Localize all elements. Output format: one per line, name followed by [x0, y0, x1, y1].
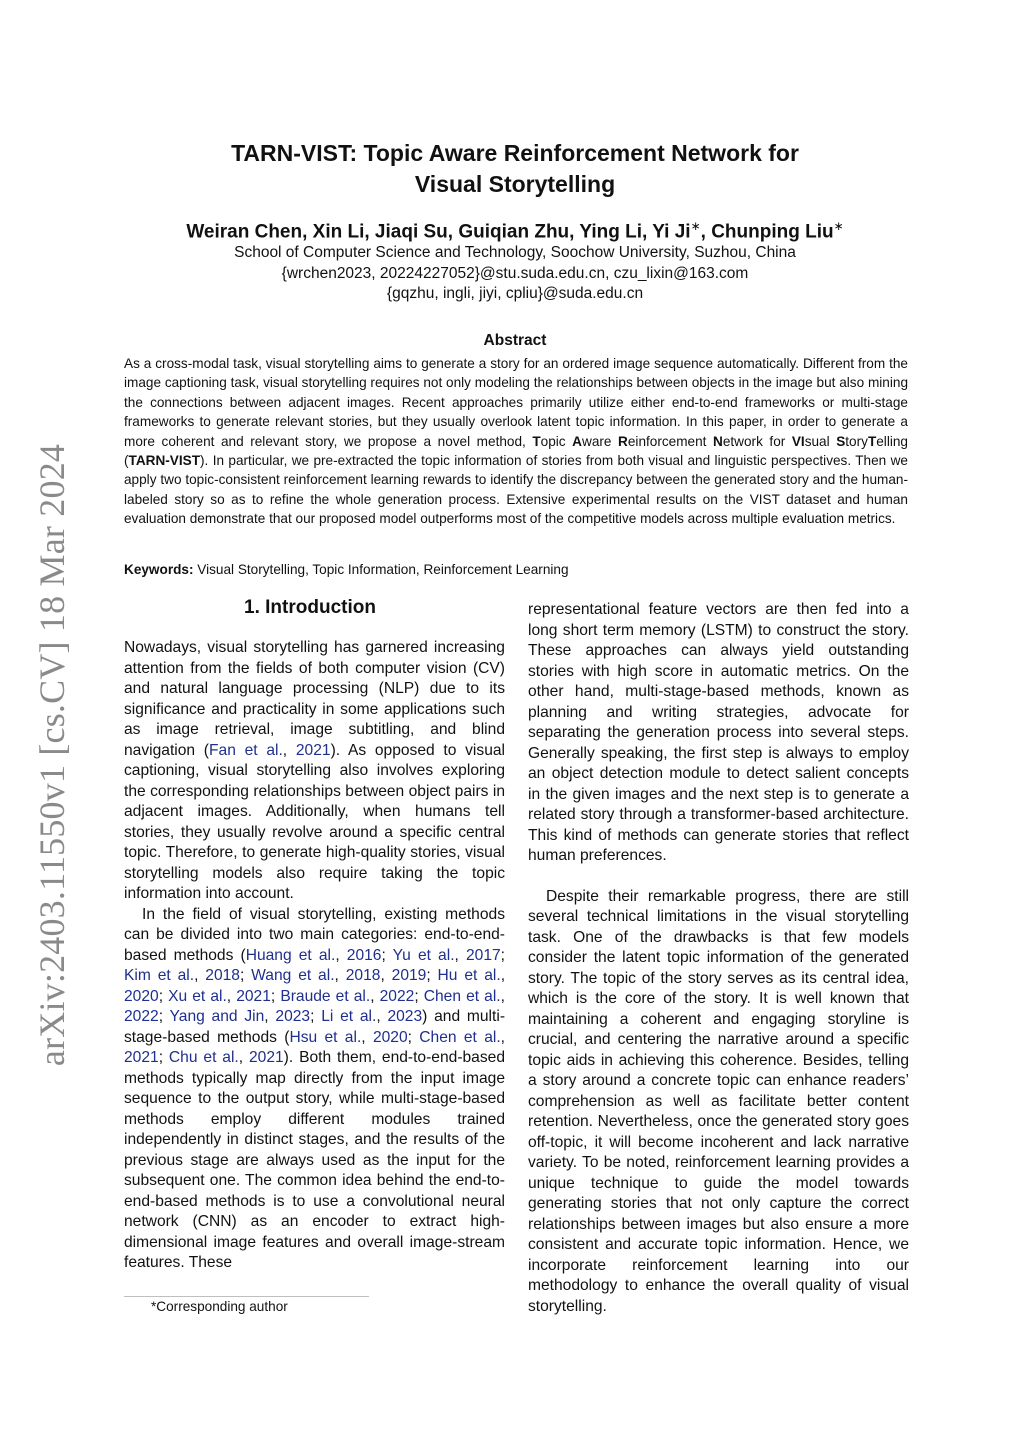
acronym-rest: einforcement — [627, 433, 713, 449]
citation-separator: , — [376, 1008, 388, 1025]
citation-separator: , — [264, 1008, 276, 1025]
intro-paragraph-2 — [124, 905, 505, 1274]
citation-link[interactable]: 2018 — [345, 967, 381, 984]
acronym-rest: etwork for — [722, 433, 792, 449]
keywords — [124, 562, 908, 577]
citation-separator: , — [500, 987, 505, 1005]
citation-separator: ; — [426, 967, 438, 984]
citation-separator: ; — [158, 987, 169, 1005]
paragraph-gap — [528, 867, 909, 887]
citation-link[interactable]: 2017 — [465, 946, 501, 964]
citation-link[interactable]: Li et al. — [321, 1008, 377, 1025]
affiliation — [100, 243, 930, 305]
citation-link[interactable]: Kim et al. — [124, 967, 195, 984]
citation-link[interactable]: 2023 — [387, 1008, 423, 1025]
citation-link[interactable]: Hu et al. — [437, 967, 501, 984]
paragraph-text: ). Both them, end-to-end-based methods typically map directly from the input image sequence to the output story, while multi-stage-based methods employ different modules trained independently in distinct stages, and the results of the previous stage are always used as the input for the subsequent one. The common idea behind the end-to-end-based methods is to use a convolutional neural network (CNN) as an encoder to extract high-dimensional image features and overall image-stream features. These — [124, 1049, 505, 1271]
intro-paragraph-1 — [124, 638, 505, 905]
right-column — [528, 600, 909, 1317]
citation-link[interactable]: Chen et al. — [423, 987, 501, 1005]
keywords-label: Keywords: — [124, 562, 194, 577]
intro-paragraph-3: representational feature vectors are then fed into a long short term memory (LSTM) to construct the story. These approaches can always yield outstanding stories with high score in automatic metrics. On the other hand, multi-stage-based methods, known as planning and writing strategies, advocate for separating the generation process into several steps. Generally speaking, the first step is always to employ an object detection module to detect salient concepts in the given images and the next step is to generate a related story through a transformer-based architecture. This kind of methods can generate stories that reflect human preferences. — [528, 601, 909, 864]
citation-separator: , — [194, 967, 206, 984]
citation-link[interactable]: Hsu et al. — [289, 1028, 362, 1046]
citation-link[interactable]: 2021 — [248, 1049, 284, 1066]
citation-separator: ; — [158, 1008, 170, 1025]
citation-link[interactable]: 2018 — [205, 967, 240, 984]
title-line-1: TARN-VIST: Topic Aware Reinforcement Network for — [231, 140, 799, 166]
intro-paragraph-4: Despite their remarkable progress, there are still several technical limitations in the visual storytelling task. One of the drawbacks is that few models consider the latent topic information of the generated story. The topic of the story serves as its central idea, which is the core of the story. It is well known that maintaining a coherent and engaging storyline is crucial, and centering the narrative around a specific topic aids in achieving this coherence. Besides, telling a story around a concrete topic can enhance readers’ comprehension as well as facilitate better content retention. Nevertheless, once the generated story goes off-topic, it will become incoherent and lack narrative variety. To be noted, reinforcement learning provides a unique technique to guide the model towards generating stories that not only capture the correct relationships between images but also ensure a more consistent and accurate topic information. Hence, we incorporate reinforcement learning into our methodology to enhance the overall quality of visual storytelling. — [528, 887, 909, 1315]
corresponding-mark: ∗ — [690, 219, 701, 233]
citation-link[interactable]: 2016 — [346, 946, 382, 964]
footnote-rule — [124, 1296, 369, 1297]
citation-separator: ; — [414, 987, 424, 1005]
citation-link[interactable]: 2022 — [379, 987, 415, 1005]
paragraph-text: Nowadays, visual storytelling has garnered increasing attention from the fields of both computer vision (CV) and natural language processing (NLP) due to its significance and practicality in some applications such as image retrieval, image subtitling, and blind navigation ( — [124, 639, 505, 759]
author-list — [100, 219, 930, 243]
abstract-heading: Abstract — [483, 332, 547, 349]
acronym-rest: sual — [804, 433, 837, 449]
citation-link[interactable]: 2021 — [295, 741, 331, 759]
citation-link[interactable]: Chen et al. — [419, 1028, 501, 1046]
acronym-rest: ware — [582, 433, 619, 449]
abstract-text-1: As a cross-modal task, visual storytelling aims to generate a story for an ordered image sequence automatically. Different from the image captioning task, visual storytelling requires not only modeling the relationships between objects in the image but also mining the connections between adjacent images. Recent approaches primarily utilize either end-to-end frameworks or multi-stage frameworks to generate relevant stories, but they usually overlook latent topic information. In this paper, in order to generate a more coherent and relevant story, we propose a novel method, — [124, 356, 908, 449]
acronym-letter: T — [532, 433, 541, 449]
abstract-body — [124, 354, 908, 529]
citation-link[interactable]: 2019 — [391, 967, 427, 984]
affiliation-emails-1: {wrchen2023, 20224227052}@stu.suda.edu.cn, czu_lixin@163.com — [281, 264, 749, 282]
citation-link[interactable]: Chu et al. — [168, 1049, 239, 1066]
citation-separator: , — [335, 946, 347, 964]
arxiv-side-identifier — [22, 445, 82, 1065]
citation-link[interactable]: 2021 — [236, 987, 271, 1005]
affiliation-emails-2: {gqzhu, ingli, jiyi, cpliu}@suda.edu.cn — [386, 285, 644, 302]
footnote-corresponding-author: *Corresponding author — [151, 1299, 288, 1314]
citation-separator: ; — [158, 1049, 169, 1066]
author-names: Weiran Chen, Xin Li, Jiaqi Su, Guiqian Zhu, Ying Li, Yi Ji — [186, 221, 691, 243]
acronym-letter: S — [836, 433, 846, 449]
citation-link[interactable]: 2020 — [372, 1028, 408, 1046]
abstract-text-2: ). In particular, we pre-extracted the topic information of stories from both visual and linguistic perspectives. Then we apply two topic-consistent reinforcement learning rewards to identify the discrepancy between the generated story and the human-labeled story so as to refine the whole generation process. Extensive experimental results on the VIST dataset and human evaluation demonstrate that our proposed model outperforms most of the competitive models across multiple evaluation metrics. — [124, 453, 908, 527]
title-line-2: Visual Storytelling — [414, 171, 616, 197]
citation-separator: , — [380, 967, 392, 984]
citation-separator: , — [282, 741, 296, 759]
paragraph-text: In the field of visual storytelling, existing methods can be divided into two main categories: end-to-end-based methods ( — [124, 905, 505, 964]
citation-link[interactable]: Fan et al. — [209, 741, 283, 759]
acronym-letter: N — [713, 433, 723, 449]
acronym-letter: R — [618, 433, 628, 449]
section-heading-introduction: 1. Introduction — [244, 597, 376, 618]
citation-link[interactable]: 2022 — [124, 1008, 159, 1025]
citation-separator: ; — [407, 1028, 420, 1046]
citation-separator: , — [226, 987, 237, 1005]
citation-link[interactable]: 2020 — [124, 987, 159, 1005]
citation-separator: , — [334, 967, 346, 984]
citation-separator: ; — [310, 1008, 322, 1025]
citation-link[interactable]: 2023 — [275, 1008, 311, 1025]
citation-link[interactable]: Wang et al. — [251, 967, 335, 984]
citation-separator: , — [454, 946, 466, 964]
acronym-letter: VI — [791, 433, 805, 449]
citation-link[interactable]: 2021 — [124, 1049, 159, 1066]
citation-separator: , — [500, 1028, 506, 1046]
keywords-text: Visual Storytelling, Topic Information, Reinforcement Learning — [193, 562, 569, 577]
citation-link[interactable]: Braude et al. — [280, 987, 371, 1005]
acronym-letter: A — [572, 433, 582, 449]
paragraph-text: ) and multi-stage-based methods ( — [124, 1008, 506, 1046]
acronym-rest: elling ( — [124, 433, 908, 469]
citation-separator: , — [370, 987, 380, 1005]
method-name: TARN-VIST — [128, 453, 201, 469]
citation-separator: ; — [500, 946, 506, 964]
citation-link[interactable]: Yang and Jin — [169, 1008, 265, 1025]
acronym-letter: T — [867, 433, 877, 449]
citation-separator: , — [500, 967, 506, 984]
citation-link[interactable]: Yu et al. — [392, 946, 455, 964]
citation-separator: ; — [381, 946, 393, 964]
author-last: , Chunping Liu — [700, 221, 834, 243]
citation-separator: , — [238, 1049, 249, 1066]
paragraph-text: ). As opposed to visual captioning, visual storytelling also involves exploring the corresponding relationships between object pairs in adjacent images. Additionally, when humans tell stories, they usually revolve around a specific central topic. Therefore, to generate high-quality stories, visual storytelling models also require taking the topic information into account. — [124, 741, 505, 902]
citation-separator: ; — [270, 987, 281, 1005]
left-column — [124, 638, 505, 1274]
citation-separator: ; — [239, 967, 252, 984]
arxiv-id-text: arXiv:2403.11550v1 [cs.CV] 18 Mar 2024 — [32, 443, 72, 1067]
paper-title — [150, 138, 880, 200]
citation-link[interactable]: Huang et al. — [245, 946, 336, 964]
affiliation-institution: School of Computer Science and Technology, Soochow University, Suzhou, China — [234, 244, 796, 261]
acronym-rest: tory — [845, 433, 868, 449]
acronym-rest: opic — [540, 433, 573, 449]
corresponding-mark: ∗ — [833, 219, 844, 233]
citation-link[interactable]: Xu et al. — [168, 987, 227, 1005]
citation-separator: , — [361, 1028, 373, 1046]
